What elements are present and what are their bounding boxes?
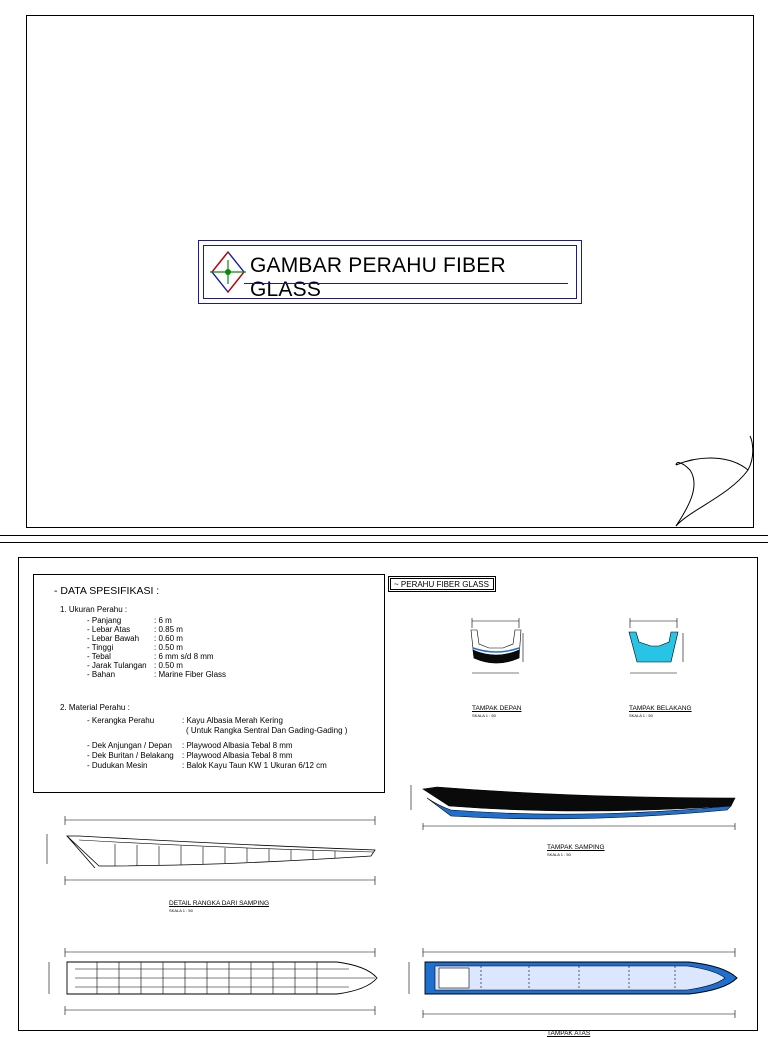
back-view-caption: TAMPAK BELAKANG — [629, 705, 692, 712]
dim-label: - Tebal — [87, 652, 111, 661]
dim-label: - Jarak Tulangan — [87, 661, 147, 670]
dim-value: : 0.50 m — [154, 643, 183, 652]
back-view-scale: SKALA 1 : 50 — [629, 713, 653, 718]
material-label: - Dek Buritan / Belakang — [87, 751, 174, 760]
dim-value: : 6 mm s/d 8 mm — [154, 652, 214, 661]
top-view-drawing — [409, 948, 737, 1018]
side-view-scale: SKALA 1 : 50 — [547, 852, 571, 857]
top-view-caption: TAMPAK ATAS — [547, 1030, 591, 1037]
material-label: - Dek Anjungan / Depan — [87, 741, 172, 750]
frame-top-view-drawing — [49, 948, 377, 1015]
front-view-drawing — [471, 618, 523, 673]
side-view-drawing — [411, 785, 735, 830]
material-value: : Balok Kayu Taun KW 1 Ukuran 6/12 cm — [182, 761, 327, 770]
drawing-sheet — [0, 542, 768, 1037]
frame-detail-caption: DETAIL RANGKA DARI SAMPING — [169, 900, 270, 907]
material-value: : Playwood Albasia Tebal 8 mm — [182, 751, 293, 760]
spec-section-2: 2. Material Perahu : — [60, 703, 130, 712]
dim-value: : 6 m — [154, 616, 172, 625]
dim-label: - Lebar Bawah — [87, 634, 140, 643]
front-view-caption: TAMPAK DEPAN — [472, 705, 522, 712]
boat-drawings — [19, 558, 757, 1030]
material-label: - Dudukan Mesin — [87, 761, 148, 770]
front-view-scale: SKALA 1 : 50 — [472, 713, 496, 718]
dim-label: - Panjang — [87, 616, 122, 625]
dim-value: : 0.85 m — [154, 625, 183, 634]
frame-detail-drawing — [47, 816, 375, 885]
drawing-frame — [18, 557, 758, 1037]
material-value: ( Untuk Rangka Sentral Dan Gading-Gading ) — [186, 726, 348, 735]
back-view-drawing — [629, 618, 683, 673]
dim-value: : 0.60 m — [154, 634, 183, 643]
dim-label: - Lebar Atas — [87, 625, 131, 634]
frame-detail-scale: SKALA 1 : 50 — [169, 908, 193, 913]
material-value: : Kayu Albasia Merah Kering — [182, 716, 283, 725]
material-value: : Playwood Albasia Tebal 8 mm — [182, 741, 293, 750]
cover-title: GAMBAR PERAHU FIBER GLASS — [250, 254, 506, 301]
side-view-caption: TAMPAK SAMPING — [547, 844, 605, 851]
dim-label: - Tinggi — [87, 643, 114, 652]
spec-section-1: 1. Ukuran Perahu : — [60, 605, 128, 614]
dim-value: : Marine Fiber Glass — [154, 670, 227, 679]
material-label: - Kerangka Perahu — [87, 716, 155, 725]
sheet-label-text: ~ PERAHU FIBER GLASS — [390, 578, 494, 590]
dim-value: : 0.50 m — [154, 661, 183, 670]
spec-heading: - DATA SPESIFIKASI : — [54, 585, 160, 597]
dim-label: - Bahan — [87, 670, 116, 679]
